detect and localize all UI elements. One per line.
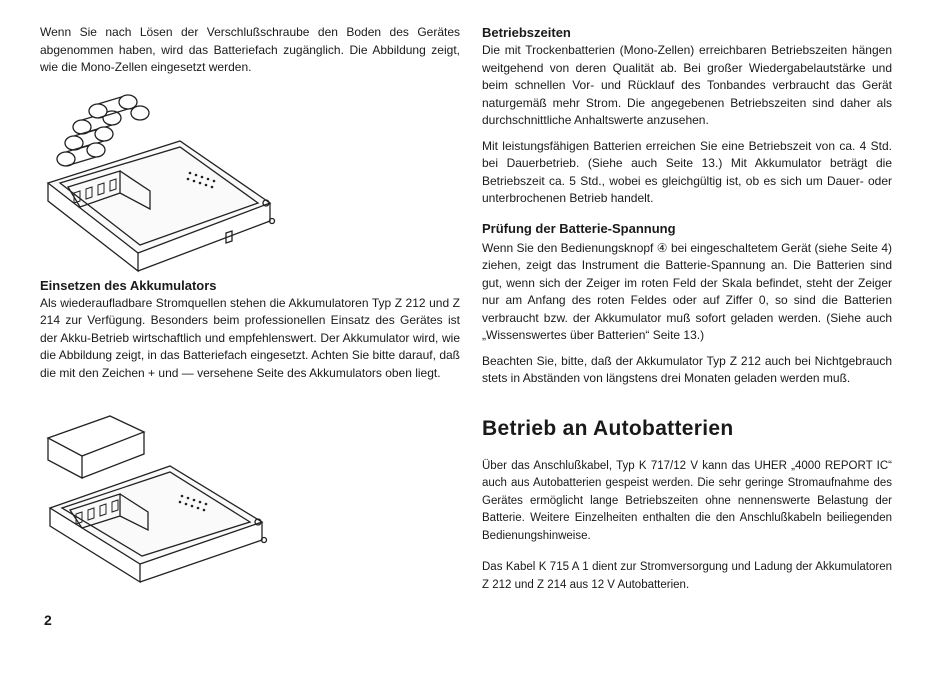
pruefung-heading: Prüfung der Batterie-Spannung xyxy=(482,220,676,236)
page-number: 2 xyxy=(44,612,52,628)
right-column xyxy=(482,24,892,594)
akku-paragraph: Als wiederaufladbare Stromquellen stehen die Akkumulatoren Typ Z 212 und Z 214 zur Verfügung. Besonders beim professionellen Einsatz des Gerätes ist der Akku-Betrieb wirtschaftlich und empfehlenswert. Der Akkumulator wird, wie die Abbildung zeigt, in das Batteriefach eingesetzt. Achten Sie bitte darauf, daß die mit den Zeichen + und — versehene Seite des Akkumulators oben liegt. xyxy=(40,295,460,380)
pruefung-paragraph-1: Wenn Sie den Bedienungsknopf ④ bei eingeschaltetem Gerät (siehe Seite 4) ziehen, zeigt das Instrument die Batterie-Spannung an. Die Batterien sind gut, wenn sich der Zeiger im roten Feld der Skala befindet, steht der Zeiger nur am Anfang des roten Feldes oder auf Ziffer 0, so sind die Batterien verbraucht bzw. der Akkumulator muß sofort geladen werden. (Siehe auch „Wissenswertes über Batterien“ Seite 13.) xyxy=(482,240,892,342)
autobatterien-heading: Betrieb an Autobatterien xyxy=(482,416,734,440)
pruefung-paragraph-2: Beachten Sie, bitte, daß der Akkumulator Typ Z 212 auch bei Nichtgebrauch stets in Abständen von längstens drei Monaten geladen werden muß. xyxy=(482,353,892,385)
betriebszeiten-paragraph-2: Mit leistungsfähigen Batterien erreichen Sie eine Betriebszeit von ca. 4 Std. bei Dauerbetrieb. (Siehe auch Seite 13.) Mit Akkumulator beträgt die Betriebszeit ca. 5 Std., wobei es gleichgültig ist, ob es sich um Dauer- oder unterbrochenen Betrieb handelt. xyxy=(482,138,892,205)
intro-paragraph: Wenn Sie nach Lösen der Verschlußschraube den Boden des Gerätes abgenommen haben, wird das Batteriefach zugänglich. Die Abbildung zeigt, wie die Mono-Zellen eingesetzt werden. xyxy=(40,25,460,74)
battery-compartment-mono-cells-illustration xyxy=(40,83,290,273)
left-column xyxy=(40,24,460,588)
battery-compartment-accumulator-illustration xyxy=(40,398,280,588)
akku-heading: Einsetzen des Akkumulators xyxy=(40,277,217,293)
betriebszeiten-heading: Betriebszeiten xyxy=(482,25,571,40)
autobatterien-paragraph-1: Über das Anschlußkabel, Typ K 717/12 V kann das UHER „4000 REPORT IC“ auch aus Autobatterien gespeist werden. Die sehr geringe Stromaufnahme des Gerätes ermöglicht lange Betriebszeiten ohne nennenswerte Belastung der Batterie. Weitere Einzelheiten enthalten die den Anschlußkabeln beiliegenden Bedienungshinweise. xyxy=(482,459,892,542)
betriebszeiten-paragraph-1: Die mit Trockenbatterien (Mono-Zellen) erreichbaren Betriebszeiten hängen weitgehend von deren Qualität ab. Bei großer Wiedergabelautstärke und beim schnellen Vor- und Rücklauf des Tonbandes verbraucht das Gerät naturgemäß mehr Strom. Die angegebenen Betriebszeiten sind daher als durchschnittliche Anhaltswerte anzusehen. xyxy=(482,43,892,127)
autobatterien-paragraph-2: Das Kabel K 715 A 1 dient zur Stromversorgung und Ladung der Akkumulatoren Z 212 und Z 214 aus 12 V Autobatterien. xyxy=(482,561,892,591)
